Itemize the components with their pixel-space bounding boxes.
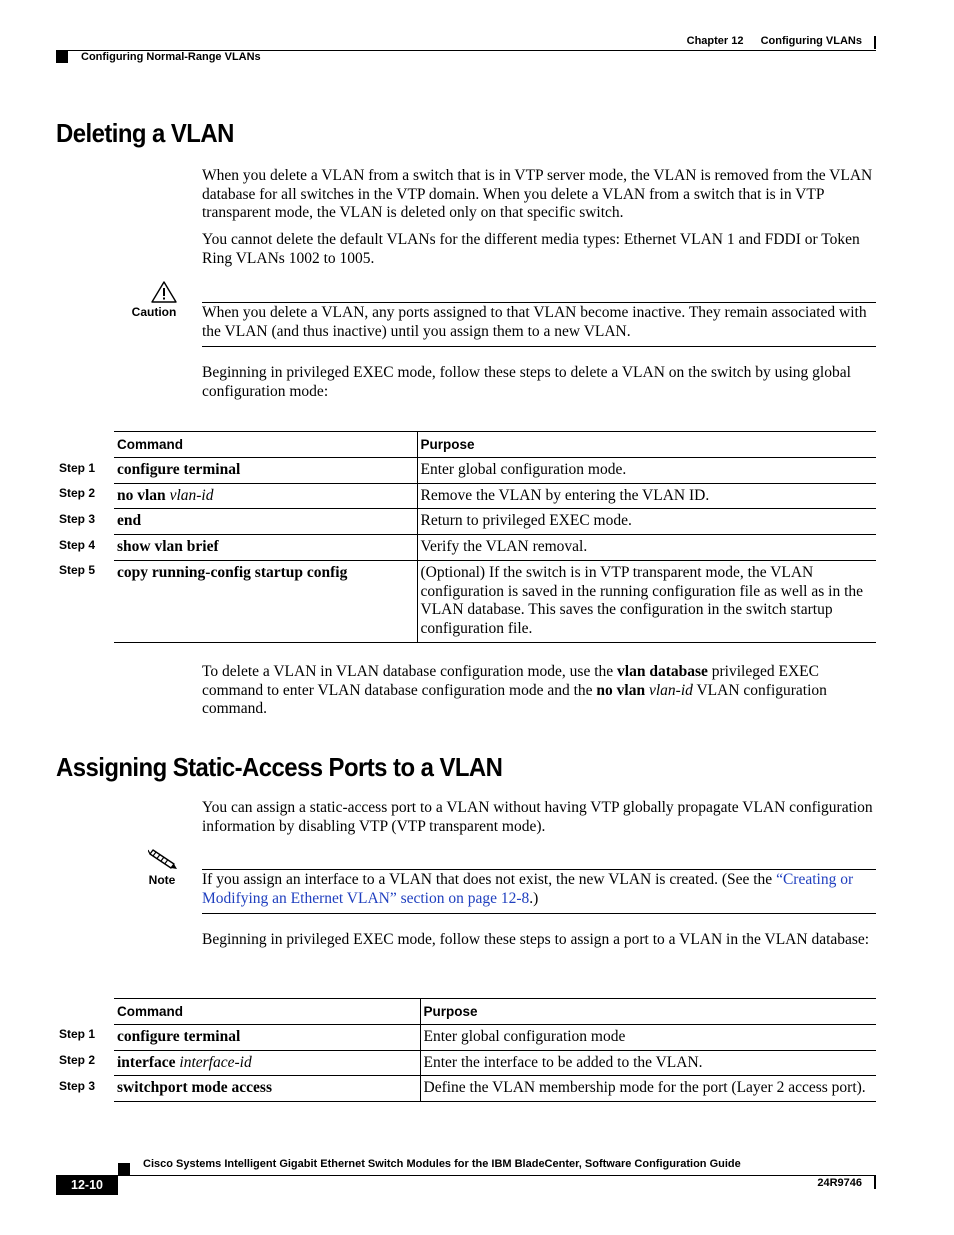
table-row — [114, 535, 876, 561]
column-header-command: Command — [114, 999, 420, 1025]
page-number: 12-10 — [56, 1176, 118, 1195]
command-cell: configure terminal — [114, 1025, 420, 1051]
purpose-cell: Enter global configuration mode. — [417, 458, 876, 484]
table-row — [114, 1076, 876, 1102]
purpose-cell: Define the VLAN membership mode for the port (Layer 2 access port). — [420, 1076, 876, 1102]
note-pencil-icon — [148, 846, 178, 875]
purpose-cell: Remove the VLAN by entering the VLAN ID. — [417, 483, 876, 509]
command-cell: switchport mode access — [114, 1076, 420, 1102]
command-cell: end — [114, 509, 417, 535]
chapter-number: Chapter 12 — [686, 35, 744, 47]
purpose-cell: Enter the interface to be added to the VLAN. — [420, 1050, 876, 1076]
step-label: Step 4 — [59, 538, 96, 552]
purpose-cell: Return to privileged EXEC mode. — [417, 509, 876, 535]
command-cell: copy running-config startup config — [114, 560, 417, 642]
note-top-rule — [202, 869, 876, 870]
caution-bottom-rule — [202, 346, 876, 347]
column-header-purpose: Purpose — [420, 999, 876, 1025]
table-row — [114, 509, 876, 535]
step-label: Step 3 — [59, 512, 96, 526]
column-header-command: Command — [114, 432, 417, 458]
step-label: Step 2 — [59, 1053, 96, 1067]
step-label: Step 1 — [59, 461, 96, 475]
delete-vlan-steps-table — [114, 431, 876, 643]
document-number: 24R9746 — [817, 1177, 862, 1189]
paragraph: To delete a VLAN in VLAN database configuration mode, use the vlan database privileged EXEC command to enter VLAN database configuration mode and the no vlan vlan-id VLAN configuration command. — [202, 663, 827, 718]
header-bar — [874, 36, 876, 49]
table-header-row — [114, 432, 876, 458]
note-text: If you assign an interface to a VLAN that does not exist, the new VLAN is created. (See the “Creating or Modifying an Ethernet VLAN” section on page 12-8.) — [202, 871, 854, 907]
command-cell: no vlan vlan-id — [114, 483, 417, 509]
footer-book-title: Cisco Systems Intelligent Gigabit Ethernet Switch Modules for the IBM BladeCenter, Software Configuration Guide — [143, 1158, 741, 1170]
footer-bar — [874, 1176, 876, 1189]
caution-text: When you delete a VLAN, any ports assigned to that VLAN become inactive. They remain associated with the VLAN (and thus inactive) until you assign them to a new VLAN. — [202, 304, 867, 340]
chapter-title: Configuring VLANs — [760, 35, 862, 47]
paragraph: Beginning in privileged EXEC mode, follow these steps to delete a VLAN on the switch by using global configuration mode: — [202, 364, 851, 400]
caution-top-rule — [202, 302, 876, 303]
command-cell: show vlan brief — [114, 535, 417, 561]
command-cell: configure terminal — [114, 458, 417, 484]
note-label: Note — [148, 873, 176, 887]
table-row — [114, 1050, 876, 1076]
section-header: Configuring Normal-Range VLANs — [81, 51, 261, 63]
running-header — [687, 35, 862, 47]
note-bottom-rule — [202, 913, 876, 914]
table-row — [114, 483, 876, 509]
paragraph: Beginning in privileged EXEC mode, follow these steps to assign a port to a VLAN in the VLAN database: — [202, 931, 870, 948]
purpose-cell: (Optional) If the switch is in VTP transparent mode, the VLAN configuration is saved in the running configuration file as well as in the VLAN database. This saves the configuration in the switch startup configuration file. — [417, 560, 876, 642]
section-heading-static-access-ports: Assigning Static-Access Ports to a VLAN — [56, 752, 503, 782]
paragraph: When you delete a VLAN from a switch that is in VTP server mode, the VLAN is removed from the VLAN database for all switches in the VTP domain. When you delete a VLAN from a switch that is in VTP transparent mode, the VLAN is deleted only on that specific switch. — [202, 167, 873, 222]
footer-rule — [56, 1175, 876, 1176]
purpose-cell: Verify the VLAN removal. — [417, 535, 876, 561]
paragraph: You cannot delete the default VLANs for the different media types: Ethernet VLAN 1 and FDDI or Token Ring VLANs 1002 to 1005. — [202, 231, 860, 267]
table-row — [114, 1025, 876, 1051]
step-label: Step 1 — [59, 1027, 96, 1041]
footer-square-icon — [118, 1163, 130, 1175]
cross-reference-link[interactable]: “Creating or Modifying an Ethernet VLAN” section on page 12-8 — [202, 871, 854, 907]
table-header-row — [114, 999, 876, 1025]
table-row — [114, 458, 876, 484]
table-row — [114, 560, 876, 642]
assign-port-steps-table — [114, 998, 876, 1102]
step-label: Step 2 — [59, 486, 96, 500]
step-label: Step 3 — [59, 1079, 96, 1093]
column-header-purpose: Purpose — [417, 432, 876, 458]
caution-label: Caution — [131, 305, 177, 319]
step-label: Step 5 — [59, 563, 96, 577]
paragraph: You can assign a static-access port to a VLAN without having VTP globally propagate VLAN configuration information by disabling VTP (VTP transparent mode). — [202, 799, 873, 835]
section-heading-deleting-vlan: Deleting a VLAN — [56, 118, 234, 148]
command-cell: interface interface-id — [114, 1050, 420, 1076]
caution-icon — [151, 281, 177, 308]
purpose-cell: Enter global configuration mode — [420, 1025, 876, 1051]
header-square-icon — [56, 51, 68, 63]
